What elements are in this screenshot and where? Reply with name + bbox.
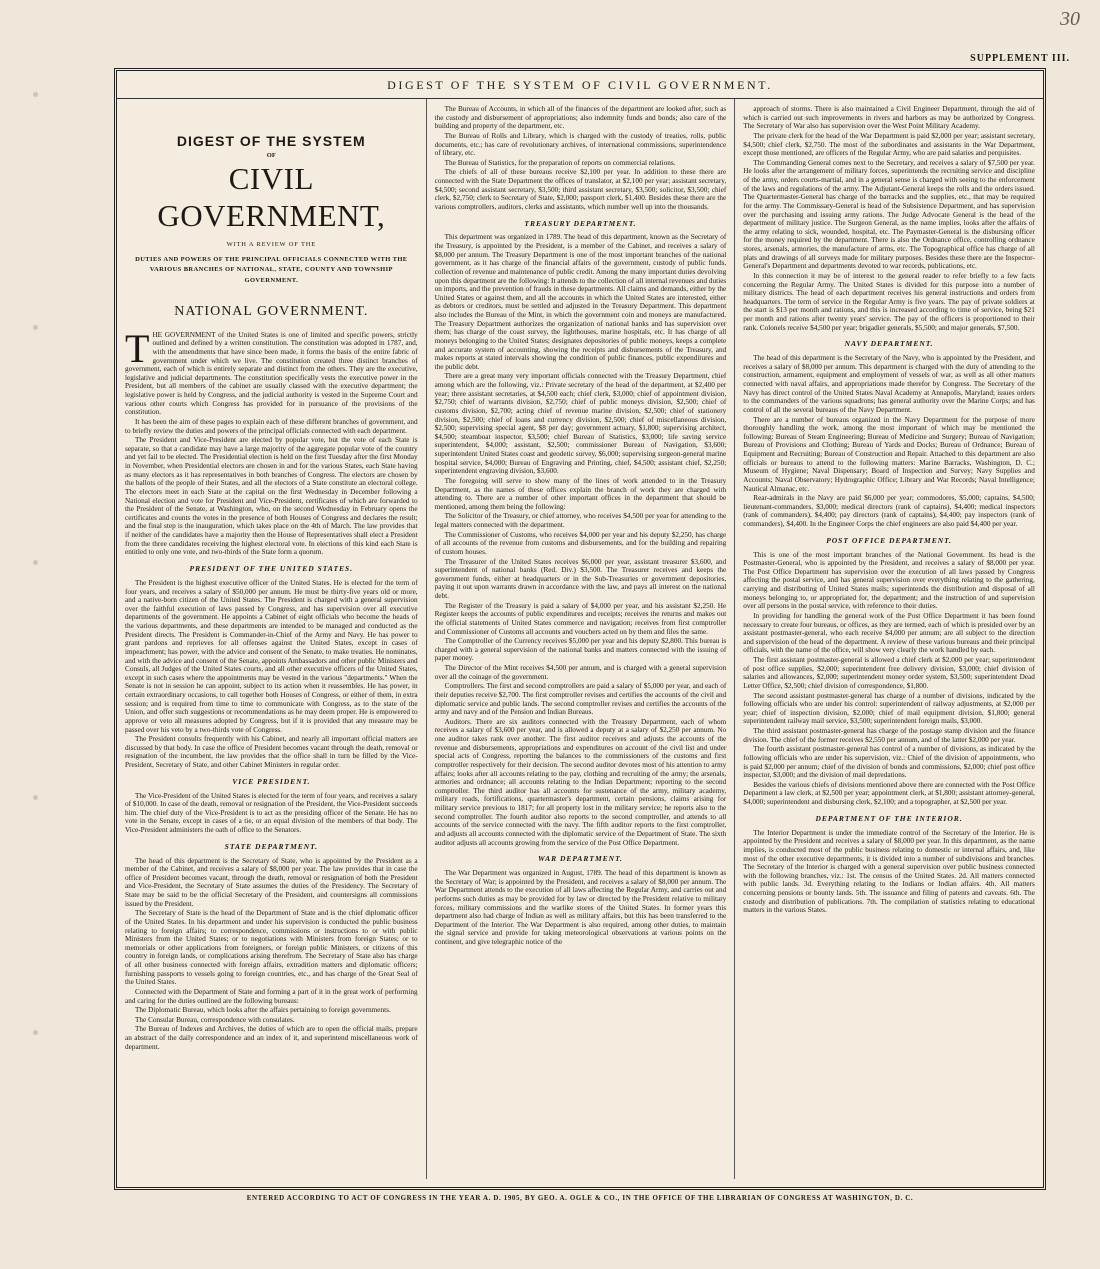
paragraph: The President is the highest executive officer of the United States. He is elected for the term of four years, and receives a salary of $50,000 per annum. He must be thirty-five years old or more, and a native-born citizen of the United States. The President is charged with a general supervision over the faithful execution of laws passed by Congress, and has supervision over all executive departments of the government. He appoints a Cabinet of eight officials who become the heads of the various departments, and these departments are intended to be managed and conducted as the President directs. The President is Commander-in-Chief of the Army and Navy. He has power to grant pardons and reprieves for all offenses against the United States, except in cases of impeachment; has power, with the advice and consent of the Senate, to make treaties. He nominates, and with the advice and consent of the Senate, appoints Ambassadors and other public Ministers and Consuls, all Judges of the United States courts, and all other executive officers of the United States, except in such cases where the appointments may be vested in the various "departments." When the Senate is not in session he can appoint, subject to its action when it reassembles. He has power, in certain extraordinary occasions, to call together both Houses of Congress, or either of them, in extra session; and is required from time to time to communicate with Congress, as to the state of the Union, and offer such suggestions or recommendations as he may deem proper. He is empowered to approve or veto all measures adopted by Congress, but if it is provided that any measure may be passed over his veto by a two-thirds vote of Congress. — [125, 578, 418, 734]
paragraph: approach of storms. There is also maintained a Civil Engineer Department, through the aid of which is carried out such improvements in rivers and harbors as may be authorized by Congress. The Secretary of War also has supervision over the West Point Military Academy. — [743, 105, 1035, 131]
paragraph: The War Department was organized in August, 1789. The head of this department is known as the Secretary of War; is appointed by the President, and receives a salary of $8,000 per annum. The War Department attends to the execution of all laws affecting the Regular Army, and carries out and performs such duties as may be provided for by law or directed by the President relative to military forces, military commissions and the warlike stores of the United States. In former years this department also had charge of Indian as well as military affairs, but this has been transferred to the Department of the Interior. The War Department is also required, among other duties, to maintain the signal service and provide for taking meteorological observations at various points on the continent, and give telegraphic notice of the — [434, 869, 727, 947]
copyright-footer: ENTERED ACCORDING TO ACT OF CONGRESS IN THE YEAR A. D. 1905, BY GEO. A. OGLE & CO., IN THE OFFICE OF THE LIBRARIAN OF CONGRESS AT WASHINGTON, D. C. — [246, 1194, 914, 1202]
paragraph: The Comptroller of the Currency receives $5,000 per year and his deputy $2,800. This bureau is charged with a general supervision of the national banks and matters connected with the issuing of paper money. — [434, 637, 727, 663]
paragraph: The private clerk for the head of the War Department is paid $2,000 per year; assistant secretary, $4,500; chief clerk, $2,750. The most of the subordinates and assistants in the War Department, except those mentioned, are officers of the Regular Army, who are paid salaries and perquisites. — [743, 131, 1035, 158]
paragraph: The third assistant postmaster-general has charge of the postage stamp division and the finance division. The chief of the former receives $2,550 per annum, and of the latter $2,000 per year. — [743, 727, 1035, 744]
title-review: WITH A REVIEW OF THE — [226, 241, 317, 249]
paragraph: Auditors. There are six auditors connected with the Treasury Department, each of whom receives a salary of $3,600 per year, and is allowed a deputy at a salary of $2,250 per annum. No one auditor takes rank over another. The first auditor receives and adjusts the accounts of the revenue and disbursements, appropriations and expenditures on account of the civil list and under special acts of Congress, reporting the balances to the commissioners of the customs and first comptroller respectively for their decision. The second auditor devotes most of his attention to army affairs; looks after all accounts relating to the pay, clothing and recruiting of the army; the arsenals, armories and ordnance; all accounts relating to the Indian Department; reporting to the second comptroller. The third auditor has all accounts for sustenance of the army, military academy, military roads, fortifications, quartermaster's department, certain pensions, claims arising for military service previous to 1817; for all property lost in the military service; he reports also to the second comptroller. The fourth auditor also reports to the second comptroller, and attends to all accounts of the service connected with the navy. The fifth auditor reports to the first comptroller, and adjusts all accounts connected with the diplomatic service of the Department of State. The sixth auditor adjusts all accounts growing from the service of the Post Office Department. — [434, 717, 727, 847]
paragraph: The Register of the Treasury is paid a salary of $4,000 per year, and his assistant $2,250. He Register keeps the accounts of public expenditures and receipts; receives the returns and makes out the official statements of United States commerce and navigation; receives from first comptroller and Commissioner of Customs all accounts and vouchers acted on by them and files the same. — [434, 601, 727, 636]
paragraph: The head of this department is the Secretary of the Navy, who is appointed by the President, and receives a salary of $8,000 per annum. This department is charged with the duty of attending to the construction, armament, equipment and employment of vessels of war, as well as all other matters connected with naval affairs, and appropriations made therefor by Congress. The Secretary of the Navy has direct control of the United States Naval Academy at Annapolis, Maryland; issues orders to the commanders of the various squadrons; has general authority over the Marine Corps; and has control of all the several bureaus of the Navy Department. — [743, 354, 1035, 414]
paragraph: The Director of the Mint receives $4,500 per annum, and is charged with a general supervision over all the coinage of the government. — [434, 664, 727, 681]
paragraph: The Bureau of Indexes and Archives, the duties of which are to open the official mails, prepare an abstract of the daily correspondence and an index of it, and superintend miscellaneous work of department. — [125, 1025, 418, 1051]
drop-cap: T — [125, 325, 150, 371]
column-2 — [426, 99, 735, 1179]
main-title: CIVIL GOVERNMENT, — [157, 161, 386, 234]
document-frame — [114, 68, 1046, 1190]
heading-navy-department: NAVY DEPARTMENT. — [844, 339, 934, 349]
column-3 — [734, 99, 1043, 1179]
paragraph: The Commissioner of Customs, who receives $4,000 per year and his deputy $2,250, has charge of all accounts of the revenue from customs and disbursements, and for the building and repairing of custom houses. — [434, 530, 727, 556]
heading-vice-president: VICE PRESIDENT. — [232, 776, 311, 786]
paragraph: The first assistant postmaster-general is allowed a chief clerk at $2,000 per year; superintendent of post office supplies, $2,000; superintendent free delivery division, $3,000; chief division of salaries and allowances, $2,000; superintendent money order system, $3,500; superintendent Dead Letter Office, $2,500; chief division of correspondence, $1,800. — [743, 656, 1035, 690]
paragraph: In providing for handling the general work of the Post Office Department it has been found necessary to create four bureaus, or offices, as they are termed, each of which is presided over by an assistant postmaster-general, who each receive $4,000 per annum; are all subject to the direction and supervision of the head of the department. A review of these various bureaus and their principal officials, with the name of the office, will show very clearly the work handled by each. — [743, 611, 1035, 655]
title-of: OF — [266, 151, 276, 159]
title-line-1: DIGEST OF THE SYSTEM — [176, 133, 366, 149]
paragraph: The Commanding General comes next to the Secretary, and receives a salary of $7,500 per year. He looks after the arrangement of military forces, superintends the recruiting service and discipline of the army, orders courts-martial, and in a general sense is charged with seeing to the enforcement of the laws and regulations of the army. The Adjutant-General keeps the rolls and the orders issued. The Quartermaster-General has charge of the barracks and the supplies, etc., that may be required for the army. The Commissary-General is head of the Subsistence Department, and has supervision over the purchasing and issuing army rations. The Judge Advocate General is the head of the department of military justice. The Surgeon General, as the name implies, looks after the affairs of the army relating to sick, wounded, hospital, etc. The Paymaster-General is the disbursing officer for the money required by the department. There is also the Ordnance office, controlling ordnance stores, arsenals, armories, the manufacture of arms, etc. The Topographical office has charge of all plats and drawings of all surveys made for military purposes. Besides these there are the Inspector-General's Department and departments devoted to war records, publications, etc. — [743, 158, 1035, 271]
paragraph: This department was organized in 1789. The head of this department, known as the Secretary of the Treasury, is appointed by the President, is a member of the Cabinet, and receives a salary of $8,000 per annum. The Treasury Department is one of the most important branches of the national government, as it has charge of the financial affairs of the government, custody of public funds, collection of revenue and maintenance of public credit. Among the many important duties devolving upon this department are the following: It attends to the collection of all internal revenues and duties on imports, and the prevention of frauds in these departments. All claims and demands, either by the United States or against them, and all the accounts in which the United States are interested, either as debtors or creditors, must be settled and adjusted in the Treasury Department. This department also includes the Bureau of the Mint, in which the government coin and moneys are manufactured. The Treasury Department authorizes the organization of national banks and has supervision over them; has charge of the coast survey, the lighthouses, marine hospitals, etc. It has charge of all moneys belonging to the United States; designates depositories of public moneys, keeps a complete and accurate system of accounting, showing the receipts and disbursements of the Treasury, and makes reports at stated intervals showing the condition of public finances, public expenditures and the public debt. — [434, 233, 727, 371]
paragraph: THE GOVERNMENT of the United States is one of limited and specific powers, strictly outlined and defined by a written constitution. The constitution was adopted in 1787, and, with the amendments that have since been made, it forms the basis of the entire fabric of government under which we live. The constitution created three distinct branches of government, each of which is entirely separate and distinct from the others. They are the executive, legislative and judicial departments. The constitution specifically vests the executive power in the President, but all members of the cabinet are usually classed with the executive department; the legislative power is held by Congress, and the judicial authority is vested in the Supreme Court and various other courts which Congress has provided for in pursuance of the provisions of the constitution. — [125, 325, 418, 417]
paragraph: Comptrollers. The first and second comptrollers are paid a salary of $5,000 per year, and each of their deputies receive $2,700. The first comptroller revises and certifies the accounts of the civil and diplomatic service and public lands. The second comptroller revises and certifies the accounts of the army and navy and of the Pension and Indian Bureaus. — [434, 682, 727, 717]
paragraph: The second assistant postmaster-general has charge of a number of divisions, indicated by the following officials who are under his control: superintendent of railway adjustments, at $2,000 per year; chief of inspection division, $2,000; chief of mail equipment division, $1,800; general superintendent railway mail service, $3,500; superintendent foreign mails, $3,000. — [743, 691, 1035, 726]
column-1 — [117, 99, 426, 1179]
heading-president: PRESIDENT OF THE UNITED STATES. — [189, 563, 354, 573]
paragraph: Connected with the Department of State and forming a part of it in the great work of performing and caring for the duties outlined are the following bureaus: — [125, 987, 418, 1005]
paragraph: The Interior Department is under the immediate control of the Secretary of the Interior. He is appointed by the President and receives a salary of $8,000 per year. In this department, as the name implies, is conducted most of the public business relating to domestic or internal affairs, and, like most of the other executive departments, it is divided into a number of subdivisions and branches. The Secretary of the Interior is charged with a general supervision over public business connected with the following branches, viz.: 1st. The census of the United States. 2d. All matters connected with public lands. 3d. Everything relating to the Indians or Indian affairs. 4th. All matters concerning pensions or bounty lands. 5th. The issuance and filing of patents and caveats. 6th. The custody and distribution of publications. 7th. The compilation of statistics relating to educational matters in the various States. — [743, 828, 1035, 915]
paragraph: It has been the aim of these pages to explain each of these different branches of government, and to briefly review the duties and powers of the principal officials connected with each department. — [125, 417, 418, 435]
paragraph: There are a number of bureaus organized in the Navy Department for the purpose of more thoroughly handling the work, among the most important of which may be mentioned the following: Bureau of Steam Engineering; Bureau of Medicine and Surgery; Bureau of Navigation; Bureau of Provisions and Clothing; Bureau of Yards and Docks; Bureau of Ordnance; Bureau of Equipment and Recruiting; Bureau of Construction and Repair. Attached to this department are also officials or bureaus to attend to the following matters: Marine Barracks, Washington, D. C.; Museum of Hygiene; Naval Dispensary; Board of Inspection and Survey; Navy Supplies and Accounts; Naval Observatory; Hydrographic Office; Library and War Records; Naval Intelligence; Nautical Almanac, etc. — [743, 415, 1035, 493]
paragraph: The Bureau of Rolls and Library, which is charged with the custody of treaties, rolls, public documents, etc.; has care of revolutionary archives, of international commissions, superintendence of library, etc. — [434, 131, 727, 158]
columns — [117, 99, 1043, 1179]
paragraph: The head of this department is the Secretary of State, who is appointed by the President as a member of the Cabinet, and receives a salary of $8,000 per year. The law provides that in case the office of President becomes vacant, through the death, removal or resignation of both the President and Vice-President, the Secretary of State assumes the duties of the Presidency. The Secretary of State may be said to be the official Secretary of the President, and countersigns all commissions issued by the President. — [125, 856, 418, 908]
paragraph: The President consults frequently with his Cabinet, and nearly all important official matters are discussed by that body. In case the office of President becomes vacant through the death, removal or resignation of the incumbent, the law provides that the office shall in turn be filled by the Vice-President, Secretary of State, and other Cabinet Ministers in regular order. — [125, 735, 418, 769]
paragraph: Rear-admirals in the Navy are paid $6,000 per year; commodores, $5,000; captains, $4,500; lieutenant-commanders, $3,000; medical directors (rank of captains), $4,400; medical inspectors (rank of commanders), $4,400; pay directors (rank of captains), $4,400; pay inspectors (rank of commanders), $4,400. In the Engineer Corps the chief engineers are also paid $4,400 per year. — [743, 494, 1035, 529]
paragraph: In this connection it may be of interest to the general reader to refer briefly to a few facts concerning the Regular Army. The United States is divided for this purpose into a number of military districts. The head of each department receives his general instructions and orders from headquarters. The term of service in the Regular Army is five years. The pay of private soldiers at the start is $13 per month and rations, and this is increased according to time of service, being $21 per month and rations after twenty years' service. The pay of the officers is proportioned to their rank. Colonels receive $4,500 per year; brigadier generals, $5,500; and major generals, $7,500. — [743, 271, 1035, 332]
paragraph: The Solicitor of the Treasury, or chief attorney, who receives $4,500 per year for attending to the legal matters connected with the department. — [434, 512, 727, 530]
heading-interior-department: DEPARTMENT OF THE INTERIOR. — [815, 813, 963, 823]
paragraph: The Consular Bureau, correspondence with consulates. — [135, 1015, 295, 1024]
paragraph: This is one of the most important branches of the National Government. Its head is the Postmaster-General, who is appointed by the President, and receives a salary of $8,000 per year. The Post Office Department has supervision over the execution of all laws passed by Congress affecting the postal service, and has general supervision over everything relating to the gathering, carrying and distributing of United States mails; superintends the distribution and disposal of all moneys belonging to, or appropriated for, the department; and the instruction of and supervision over all persons in the postal service, with reference to their duties. — [743, 550, 1035, 611]
title-block — [125, 133, 418, 286]
section-national-government: NATIONAL GOVERNMENT. — [174, 304, 369, 320]
paragraph: The chiefs of all of these bureaus receive $2,100 per year. In addition to these there are connected with the State Department the offices of translator, at $2,100 per year; assistant secretary, $4,500; second assistant secretary, $3,500; third assistant secretary, $3,500; solicitor, $3,500; chief clerk, $2,750; clerk to Secretary of State, $2,000; passport clerk, $1,400. Besides these there are the various comptrollers, auditors, clerks and assistants, which number well up into the thousands. — [434, 168, 727, 211]
paragraph: Besides the various chiefs of divisions mentioned above there are connected with the Post Office Department a law clerk, at $2,500 per year; appointment clerk, at $1,800; assistant attorney-general, $4,000; superintendent and disbursing clerk, $2,100; and a topographer, at $2,500 per year. — [743, 780, 1035, 807]
paragraph: The Bureau of Accounts, in which all of the finances of the department are looked after, such as the custody and disbursement of appropriations; also indemnity funds and bonds; also care of the building and property of the department, etc. — [434, 105, 727, 131]
page-number: 30 — [1060, 8, 1080, 30]
heading-treasury-department: TREASURY DEPARTMENT. — [524, 218, 637, 228]
paragraph: The Bureau of Statistics, for the preparation of reports on commercial relations. — [444, 158, 676, 167]
title-duties: DUTIES AND POWERS OF THE PRINCIPAL OFFICIALS CONNECTED WITH THE VARIOUS BRANCHES OF NATIONAL, STATE, COUNTY AND TOWNSHIP GOVERNMENT. — [135, 255, 408, 284]
paragraph: The Treasurer of the United States receives $6,000 per year, assistant treasurer $3,600, and superintendent of national banks (Red. Div.) $3,500. The Treasurer receives and keeps the government funds, either at headquarters or in the Sub-Treasuries or government depositories, paying it out upon warrants drawn in accordance with the law, and pays all interest on the national debt. — [434, 557, 727, 601]
heading-post-office-department: POST OFFICE DEPARTMENT. — [826, 535, 952, 545]
heading-state-department: STATE DEPARTMENT. — [224, 841, 318, 851]
page-header: DIGEST OF THE SYSTEM OF CIVIL GOVERNMENT. — [117, 71, 1043, 99]
paragraph: The fourth assistant postmaster-general has control of a number of divisions, as indicated by the following officials who are under his supervision, viz.: Chief of the division of appointments, who is paid $2,000 per annum; chief of the division of bonds and commissions, $2,000; chief post office inspector, $3,000; and the division of mail depredations. — [743, 745, 1035, 780]
paragraph: The Secretary of State is the head of the Department of State and is the chief diplomatic officer of the United States. In his department and under his supervision is conducted the public business relating to foreign affairs; to correspondence, commissions or instructions to or with public Ministers from the United States; or to negotiations with Ministers from foreign States; or to memorials or other applications from foreigners, or foreign public Ministers, or citizens of this country in foreign lands, or complications arising therefrom. The Secretary of State also has charge of all other business connected with foreign affairs, extradition matters and diplomatic officers; furnishing passports to vessels going to foreign countries, etc., and has charge of the Great Seal of the United States. — [125, 909, 418, 987]
paragraph: The President and Vice-President are elected by popular vote, but the vote of each State is separate, so that a candidate may have a large majority of the aggregate popular vote of the country and yet fail to be elected. The Presidential election is held on the first Tuesday after the first Monday in November, when Presidential electors are chosen in and for the various States, each State having as many electors as it has representatives in both branches of Congress. The electors are chosen by the ballots of the people of their States, and all the electors of a State constitute an electoral college. The electors meet in each State at the capital on the first Wednesday in December following a National election and vote for President and Vice-President, certificates of which are forwarded to the President of the Senate, at Washington, who, on the second Wednesday in February opens the certificates and counts the votes in the presence of both Houses of Congress and declares the result; and the final step is the inauguration, which takes place on the 4th of March. The law provides that if neither of the candidates have a majority then the House of Representatives shall elect a President from the three candidates receiving the highest electoral vote. In elections of this kind each State is entitled to only one vote, and two-thirds of the State form a quorum. — [125, 436, 418, 557]
heading-war-department: WAR DEPARTMENT. — [537, 854, 623, 864]
supplement-label: SUPPLEMENT III. — [970, 53, 1070, 64]
paragraph: There are a great many very important officials connected with the Treasury Department, chief among which are the following, viz.: Private secretary of the head of the department, at $2,400 per year; three assistant secretaries, at $4,500 each; chief clerk, $3,000; chief of appointment division, $2,750; chief of warrants division, $2,750; chief of public moneys division, $2,500; chief of customs division, $2,700; acting chief of revenue marine division, $2,500; chief of stationery division, $2,500; chief of loans and currency division, $2,500; chief of miscellaneous division, $2,500; supervising special agent, $8 per day; government actuary, $1,800; supervising architect, $4,500; steamboat inspector, $3,500; chief Bureau of Statistics, $3,000; life saving service superintendent, $4,000; assistant, $2,500; commissioner Bureau of Navigation, $3,600; superintendent United States coast and geodetic survey, $6,000; supervising surgeon-general marine hospital service, $4,000; Bureau of Engraving and Printing, chief, $4,500; assistant chief, $2,250; superintendent engraving division, $3,600. — [434, 372, 727, 476]
paragraph: The Vice-President of the United States is elected for the term of four years, and receives a salary of $10,000. In case of the death, removal or resignation of the President, the Vice-President succeeds him. The chief duty of the Vice-President is to act as the presiding officer of the Senate. He has no vote in the Senate, except in cases of a tie, or an equal division of the members of that body. The Vice-President administers the oath of office to the Senators. — [125, 791, 418, 835]
paragraph: The Diplomatic Bureau, which looks after the affairs pertaining to foreign governments. — [135, 1006, 391, 1015]
paragraph: The foregoing will serve to show many of the lines of work attended to in the Treasury Department, as the names of these offices explain the branch of work they are charged with attending to. There are a number of other important offices in the department that should be mentioned, among them being the following: — [434, 476, 727, 511]
